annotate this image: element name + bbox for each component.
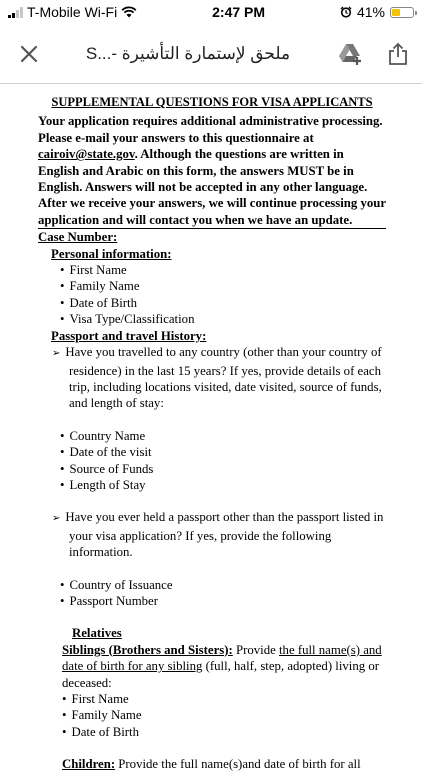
siblings-list xyxy=(62,691,386,740)
document-heading: SUPPLEMENTAL QUESTIONS FOR VISA APPLICANTS xyxy=(51,95,373,109)
list-item: • Family Name xyxy=(62,707,386,723)
wifi-icon xyxy=(121,6,137,18)
list-item: • Date of Birth xyxy=(60,295,386,311)
passport-details-list xyxy=(38,577,386,610)
list-item: • Country of Issuance xyxy=(60,577,386,593)
list-item: • Date of Birth xyxy=(62,724,386,740)
personal-info-list xyxy=(38,262,386,328)
case-number-label: Case Number: xyxy=(38,230,118,245)
list-item: • Passport Number xyxy=(60,593,386,609)
passport-section-title: Passport and travel History: xyxy=(51,328,207,343)
close-icon[interactable] xyxy=(20,45,38,63)
add-to-drive-icon[interactable] xyxy=(338,42,364,66)
nav-bar xyxy=(0,24,422,84)
list-item: • Source of Funds xyxy=(60,461,386,477)
carrier-label: T-Mobile Wi-Fi xyxy=(27,4,118,20)
pdf-document xyxy=(38,94,386,773)
list-item: • Date of the visit xyxy=(60,444,386,460)
list-item: • Visa Type/Classification xyxy=(60,311,386,327)
nav-actions xyxy=(338,42,408,66)
list-item: • First Name xyxy=(62,691,386,707)
share-icon[interactable] xyxy=(388,42,408,66)
alarm-icon xyxy=(340,6,352,18)
clock: 2:47 PM xyxy=(212,4,266,20)
list-item: • Length of Stay xyxy=(60,477,386,493)
carrier-group xyxy=(8,4,137,20)
relatives-title: Relatives xyxy=(72,626,122,641)
list-item: • Family Name xyxy=(60,278,386,294)
travel-question: ➢ Have you travelled to any country (other than your country of residence) in the last 15 years? If yes, provide details of each trip, including locations visited, date visited, source of funds, and length of stay: xyxy=(38,344,386,412)
list-item: • First Name xyxy=(60,262,386,278)
battery-percent: 41% xyxy=(356,4,385,20)
children-paragraph: Children: Provide the full name(s)and date of birth for all xyxy=(62,757,361,772)
relatives-section xyxy=(62,625,386,772)
status-right xyxy=(340,4,414,20)
travel-details-list xyxy=(38,428,386,494)
list-item: • Country Name xyxy=(60,428,386,444)
intro-paragraph: Your application requires additional administrative processing. Please e-mail your answers to this questionnaire at cairoiv@state.gov. Although the questions are written in English and Arabic on this form, the answers MUST be in English. Answers will not be accepted in any other language. After we receive your answers, we will continue processing your application and will contact you when we have an update. xyxy=(38,113,386,229)
siblings-paragraph: Siblings (Brothers and Sisters): Provide the full name(s) and date of birth for any sibling (full, half, step, adopted) living or deceased: xyxy=(62,642,382,690)
battery-icon xyxy=(390,7,414,18)
email-link[interactable]: cairoiv@state.gov xyxy=(38,147,135,162)
battery-fill xyxy=(392,9,400,16)
passport-question: ➢ Have you ever held a passport other than the passport listed in your visa application? If yes, provide the following information. xyxy=(38,509,386,560)
status-bar xyxy=(0,0,422,24)
personal-info-title: Personal information: xyxy=(51,246,172,261)
document-title: ملحق لإستمارة التأشيرة -...S xyxy=(85,43,291,63)
cellular-signal-icon xyxy=(8,7,23,18)
